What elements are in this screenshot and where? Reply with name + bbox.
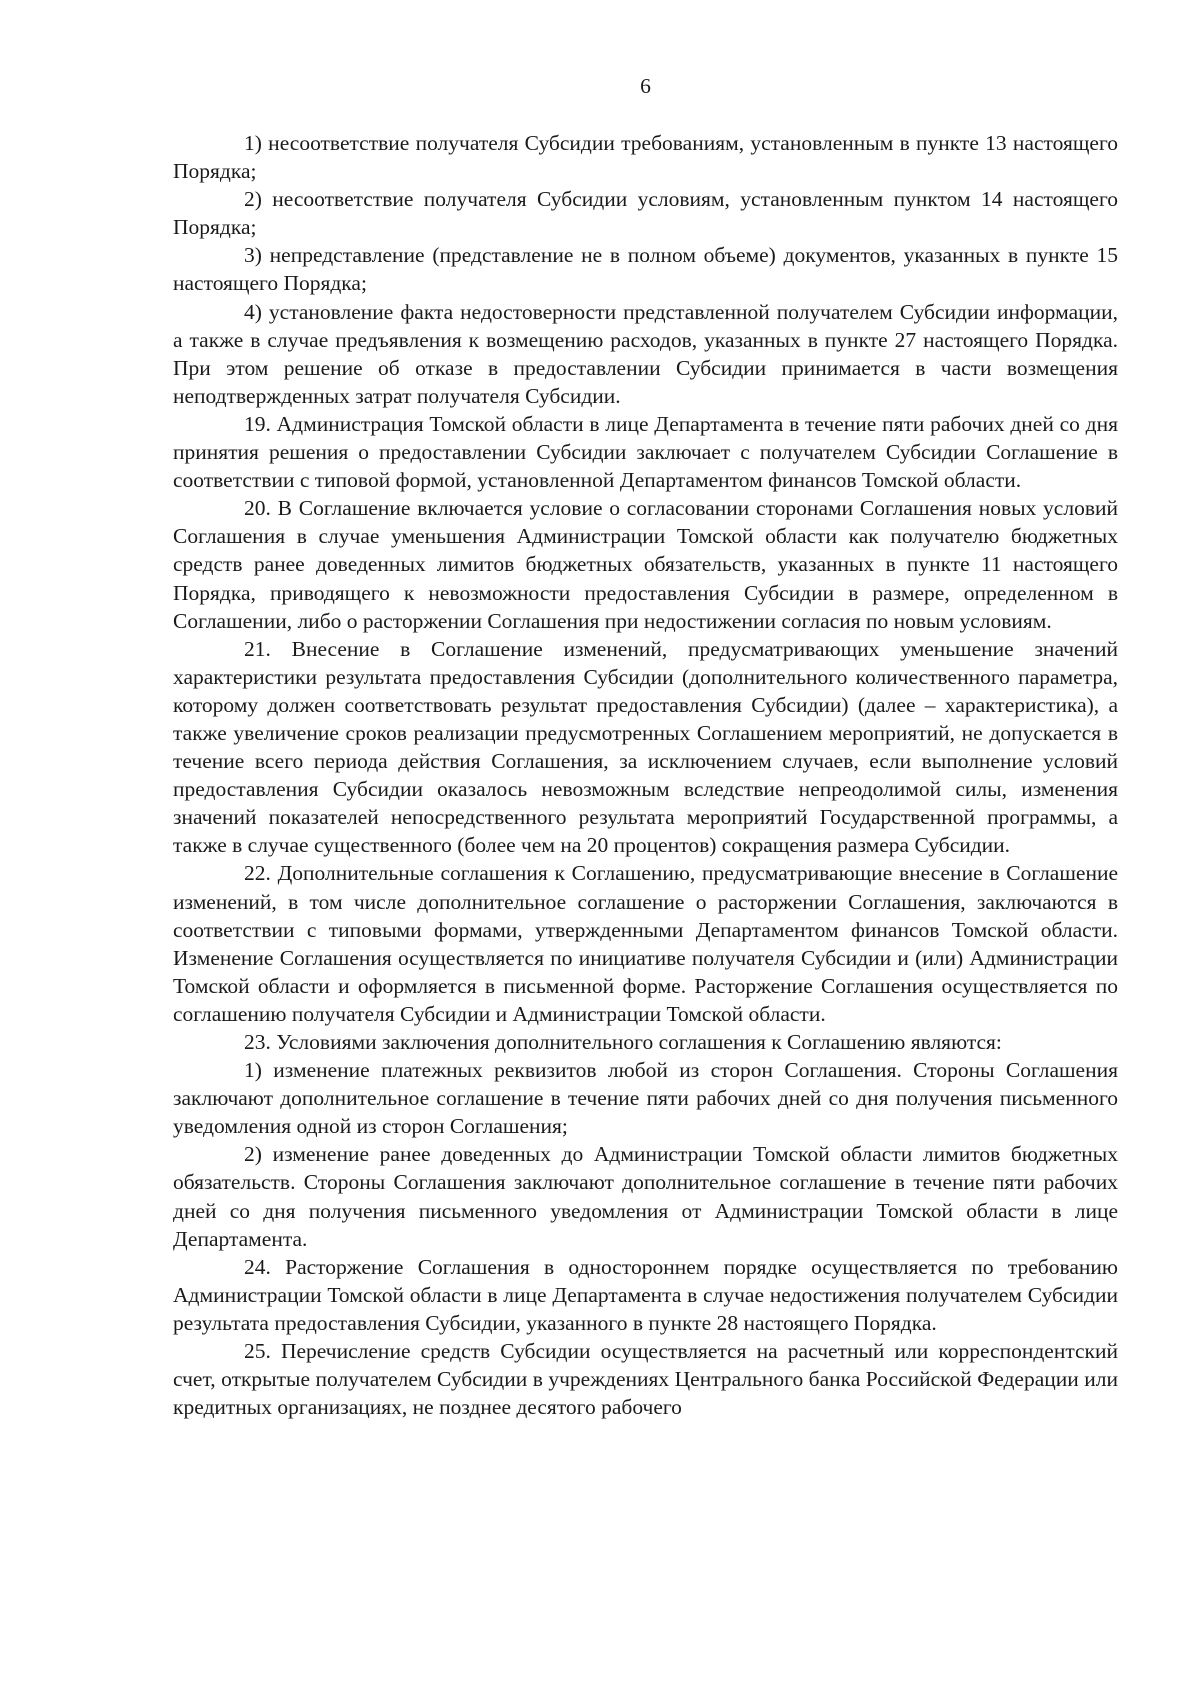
paragraph-clause-20: 20. В Соглашение включается условие о согласовании сторонами Соглашения новых условий Соглашения в случае уменьшения Администрации Томской области как получателю бюджетных средств ранее доведенных лимитов бюджетных обязательств, указанных в пункте 11 настоящего Порядка, приводящего к невозможности предоставления Субсидии в размере, определенном в Соглашении, либо о расторжении Соглашения при недостижении согласия по новым условиям. <box>173 496 1118 633</box>
page-number: 6 <box>640 74 651 98</box>
paragraph-item-3: 3) непредставление (представление не в полном объеме) документов, указанных в пункте 15 настоящего Порядка; <box>173 243 1118 296</box>
paragraph-clause-19: 19. Администрация Томской области в лице Департамента в течение пяти рабочих дней со дня принятия решения о предоставлении Субсидии заключает с получателем Субсидии Соглашение в соответствии с типовой формой, установленной Департаментом финансов Томской области. <box>173 411 1118 493</box>
paragraph-clause-21: 21. Внесение в Соглашение изменений, предусматривающих уменьшение значений характеристики результата предоставления Субсидии (дополнительного количественного параметра, которому должен соответствовать результат предоставления Субсидии) (далее – характеристика), а также увеличение сроков реализации предусмотренных Соглашением мероприятий, не допускается в течение всего периода действия Соглашения, за исключением случаев, если выполнение условий предоставления Субсидии оказалось невозможным вследствие непреодолимой силы, изменения значений показателей непосредственного результата мероприятий Государственной программы, а также в случае существенного (более чем на 20 процентов) сокращения размера Субсидии. <box>173 636 1118 858</box>
paragraph-item-1: 1) несоответствие получателя Субсидии требованиям, установленным в пункте 13 настоящего Порядка; <box>173 131 1118 184</box>
paragraph-item-4: 4) установление факта недостоверности представленной получателем Субсидии информации, а также в случае предъявления к возмещению расходов, указанных в пункте 27 настоящего Порядка. При этом решение об отказе в предоставлении Субсидии принимается в части возмещения неподтвержденных затрат получателя Субсидии. <box>173 299 1118 408</box>
document-body <box>173 129 1118 1421</box>
paragraph-clause-22: 22. Дополнительные соглашения к Соглашению, предусматривающие внесение в Соглашение изменений, в том числе дополнительное соглашение о расторжении Соглашения, заключаются в соответствии с типовыми формами, утвержденными Департаментом финансов Томской области. Изменение Соглашения осуществляется по инициативе получателя Субсидии и (или) Администрации Томской области и оформляется в письменной форме. Расторжение Соглашения осуществляется по соглашению получателя Субсидии и Администрации Томской области. <box>173 861 1118 1026</box>
paragraph-clause-24: 24. Расторжение Соглашения в одностороннем порядке осуществляется по требованию Администрации Томской области в лице Департамента в случае недостижения получателем Субсидии результата предоставления Субсидии, указанного в пункте 28 настоящего Порядка. <box>173 1254 1118 1335</box>
paragraph-clause-23-item-2: 2) изменение ранее доведенных до Администрации Томской области лимитов бюджетных обязательств. Стороны Соглашения заключают дополнительное соглашение в течение пяти рабочих дней со дня получения письменного уведомления от Администрации Томской области в лице Департамента. <box>173 1142 1118 1251</box>
paragraph-clause-23: 23. Условиями заключения дополнительного соглашения к Соглашению являются: <box>244 1030 1002 1054</box>
paragraph-clause-23-item-1: 1) изменение платежных реквизитов любой из сторон Соглашения. Стороны Соглашения заключают дополнительное соглашение в течение пяти рабочих дней со дня получения письменного уведомления одной из сторон Соглашения; <box>173 1058 1118 1139</box>
paragraph-clause-25: 25. Перечисление средств Субсидии осуществляется на расчетный или корреспондентский счет, открытые получателем Субсидии в учреждениях Центрального банка Российской Федерации или кредитных организациях, не позднее десятого рабочего <box>173 1339 1118 1420</box>
paragraph-item-2: 2) несоответствие получателя Субсидии условиям, установленным пунктом 14 настоящего Порядка; <box>173 187 1118 240</box>
